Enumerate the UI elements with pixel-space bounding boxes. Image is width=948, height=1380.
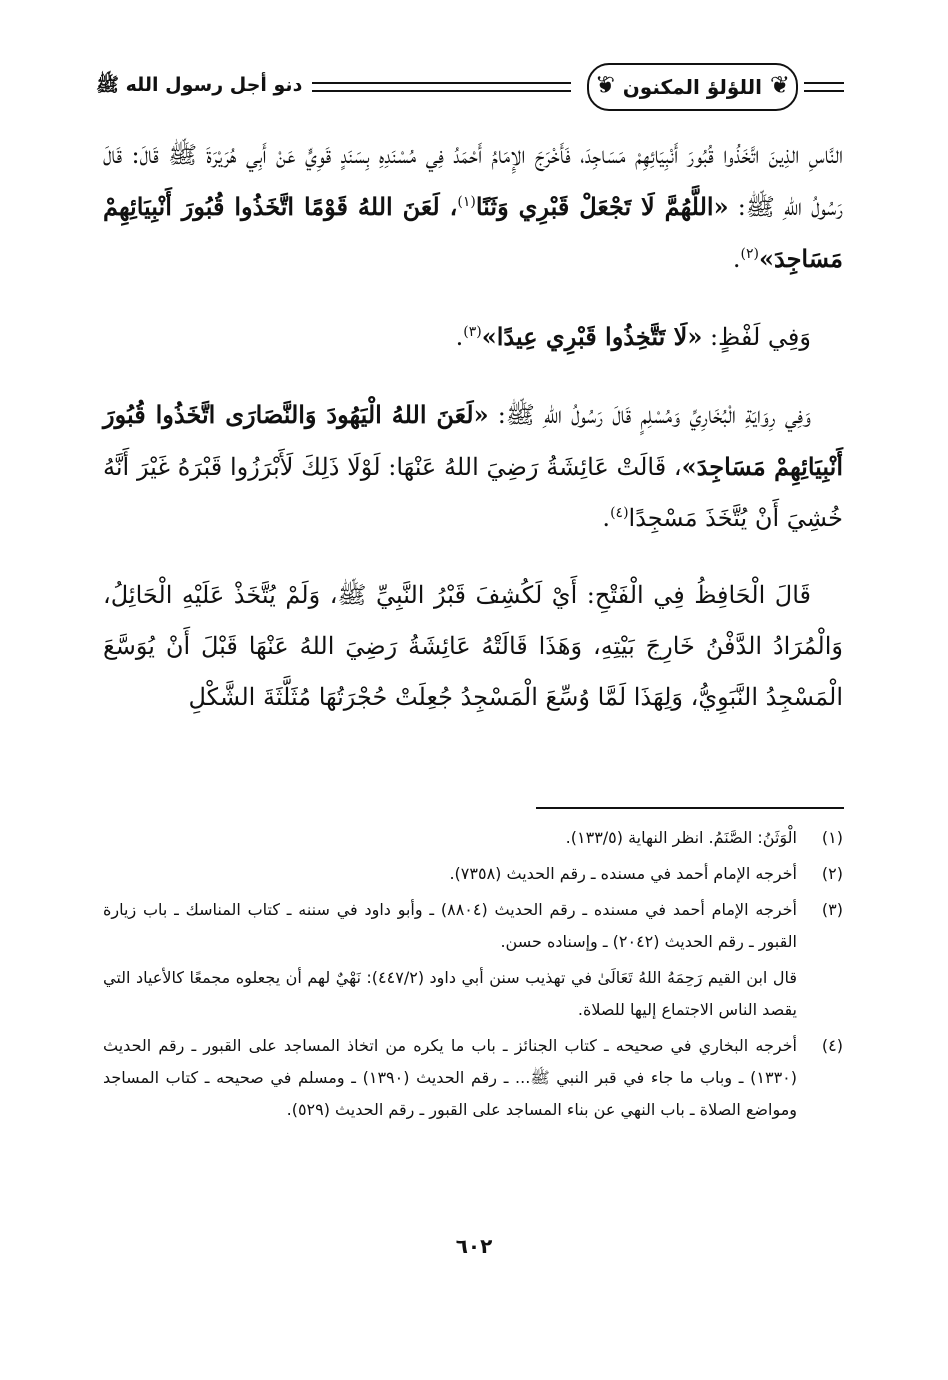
footnote-number: (٤) xyxy=(821,1036,843,1055)
header-rule-right xyxy=(804,82,844,92)
footnote-text: أخرجه البخاري في صحيحه ـ كتاب الجنائز ـ باب ما يكره من اتخاذ المساجد على القبور ـ رقم الحديث (١٣٣٠) ـ وباب ما جاء في قبر النبي ﷺ... ـ رقم الحديث (١٣٩٠) ـ ومسلم في صحيحه ـ كتاب المساجد ومواضع الصلاة ـ باب النهي عن بناء المساجد على القبور ـ رقم الحديث (٥٢٩). xyxy=(103,1036,797,1119)
footnotes xyxy=(103,822,843,1130)
header-rule-middle xyxy=(312,82,570,92)
hadith-quote: «اللَّهُمَّ لَا تَجْعَلْ قَبْرِي وَثَنًا xyxy=(475,192,729,221)
paragraph-4 xyxy=(103,570,843,723)
p3-end: . xyxy=(602,504,611,532)
footnote-text: الْوَثَنُ: الصَّنَمُ. انظر النهاية (١٣٣/٥). xyxy=(565,828,797,847)
hadith-quote: «لَا تَتَّخِذُوا قَبْرِي عِيدًا» xyxy=(481,322,703,351)
paragraph-3 xyxy=(103,389,843,544)
footnote-separator xyxy=(536,807,844,809)
hadith-quote: ، لَعَنَ اللهُ قَوْمًا اتَّخَذُوا قُبُورَ أَنْبِيَائِهِمْ مَسَاجِدَ» xyxy=(103,192,843,273)
main-text xyxy=(103,130,843,749)
p2-end: . xyxy=(455,323,464,351)
p1-end: . xyxy=(732,245,741,273)
paragraph-2 xyxy=(103,311,843,363)
footnote-ref-3[interactable]: (٣) xyxy=(463,324,482,340)
footnote-text: أخرجه الإمام أحمد في مسنده ـ رقم الحديث (٨٨٠٤) ـ وأبو داود في سننه ـ كتاب المناسك ـ باب زيارة القبور ـ رقم الحديث (٢٠٤٢) ـ وإسناده حسن. xyxy=(103,900,797,951)
chapter-title: دنو أجل رسول الله ﷺ xyxy=(96,74,303,96)
footnote-2 xyxy=(103,858,843,890)
book-title: ❦ اللؤلؤ المكنون xyxy=(622,75,762,99)
page-header xyxy=(96,58,844,116)
footnote-number: (١) xyxy=(821,828,843,847)
p2-text: وَفِي لَفْظٍ: xyxy=(702,323,811,351)
footnote-number: (٣) xyxy=(821,900,843,919)
book-title-cartouche xyxy=(587,63,798,111)
paragraph-1 xyxy=(103,130,843,285)
footnote-ref-1[interactable]: (١) xyxy=(457,194,476,210)
p3-text-2: ، قَالَتْ عَائِشَةُ رَضِيَ اللهُ عَنْهَا: لَوْلَا ذَلِكَ لَأَبْرَزُوا قَبْرَهُ غَيْرَ أَنَّهُ خُشِيَ أَنْ يُتَّخَذَ مَسْجِدًا xyxy=(103,453,843,532)
footnote-ref-2[interactable]: (٢) xyxy=(740,246,759,262)
p3-text: وَفِي رِوَايَةِ الْبُخَارِيِّ وَمُسْلِمٍ قَالَ رَسُولُ اللهِ ﷺ: xyxy=(488,401,812,429)
footnote-text: أخرجه الإمام أحمد في مسنده ـ رقم الحديث (٧٣٥٨). xyxy=(449,864,797,883)
p1-text: النَّاسِ الذِينَ اتَّخَذُوا قُبُورَ أَنْبِيَائِهِمْ مَسَاجِدَ، فَأَخْرَجَ الإِمَامُ أَحْمَدُ فِي مُسْنَدِهِ بِسَنَدٍ قَوِيٍّ عَنْ أَبِي هُرَيْرَةَ ﷺ قَالَ: قَالَ رَسُولُ اللهِ ﷺ: xyxy=(103,141,844,221)
p4-text: قَالَ الْحَافِظُ فِي الْفَتْحِ: أَيْ لَكُشِفَ قَبْرُ النَّبِيِّ ﷺ، وَلَمْ يُتَّخَذْ عَلَيْهِ الْحَائِلُ، وَالْمُرَادُ الدَّفْنُ خَارِجَ بَيْتِهِ، وَهَذَا قَالَتْهُ عَائِشَةُ رَضِيَ اللهُ عَنْهَا قَبْلَ أَنْ يُوَسَّعَ الْمَسْجِدُ النَّبَوِيُّ، وَلِهَذَا لَمَّا وُسِّعَ الْمَسْجِدُ جُعِلَتْ حُجْرَتُهَا مُثَلَّثَةَ الشَّكْلِ xyxy=(103,581,843,711)
footnote-1 xyxy=(103,822,843,854)
page-number: ٦٠٢ xyxy=(455,1234,493,1258)
footnote-number: (٢) xyxy=(821,864,843,883)
footnote-4 xyxy=(103,1030,843,1126)
footnote-3-note: قال ابن القيم رَحِمَهُ اللهُ تَعَالَىٰ في تهذيب سنن أبي داود (٤٤٧/٢): نَهْيٌ لهم أن يجعلوه مجمعًا كالأعياد التي يقصد الناس الاجتماع إليها للصلاة. xyxy=(103,968,797,1019)
footnote-ref-4[interactable]: (٤) xyxy=(610,505,629,521)
footnote-3 xyxy=(103,894,843,958)
hadith-quote: «لَعَنَ اللهُ الْيَهُودَ وَالنَّصَارَى اتَّخَذُوا قُبُورَ أَنْبِيَائِهِمْ مَسَاجِدَ» xyxy=(103,400,843,481)
